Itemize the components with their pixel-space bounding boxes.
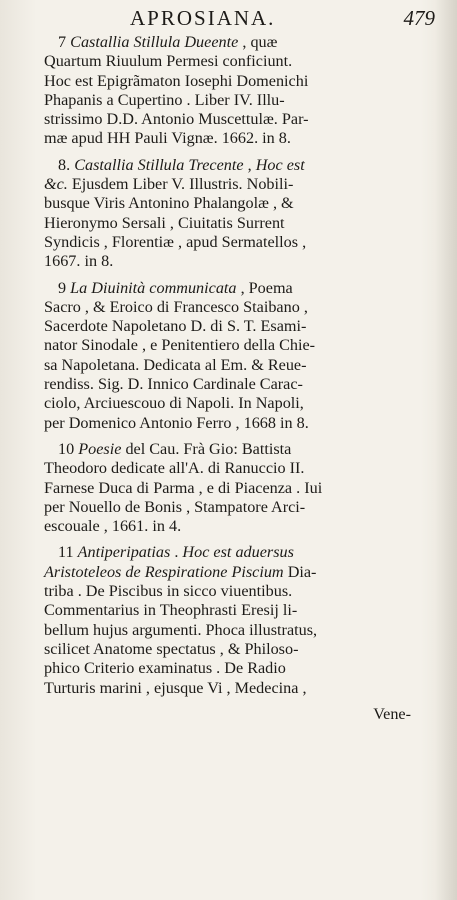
italic-text: Hoc est xyxy=(255,155,305,174)
text-line xyxy=(44,175,445,194)
text-line xyxy=(44,317,445,336)
text-line xyxy=(44,356,445,375)
roman-text: . xyxy=(170,543,183,562)
text-line xyxy=(44,563,445,582)
text-line xyxy=(44,479,445,498)
italic-text: Aristoteleos de Respiratione Piscium xyxy=(44,562,284,581)
roman-text: mæ apud HH Pauli Vignæ. 1662. in 8. xyxy=(44,129,291,148)
roman-text: rendiss. Sig. D. Innico Cardinale Carac- xyxy=(44,375,303,394)
roman-text: scilicet Anatome spectatus , & Philoso- xyxy=(44,639,299,658)
text-line xyxy=(44,517,445,536)
roman-text: 11 xyxy=(58,543,78,562)
roman-text: Dia- xyxy=(283,562,317,581)
roman-text: 7 xyxy=(58,33,71,51)
roman-text: 9 xyxy=(58,278,71,297)
text-line xyxy=(44,52,445,71)
roman-text: strissimo D.D. Antonio Muscettulæ. Par- xyxy=(44,110,309,129)
roman-text: Sacerdote Napoletano D. di S. T. Esami- xyxy=(44,317,307,336)
text-line xyxy=(44,252,445,271)
text-line xyxy=(44,414,445,433)
text-line xyxy=(44,459,445,478)
roman-text: 10 xyxy=(58,439,79,458)
catchword: Vene- xyxy=(373,704,411,723)
roman-text: Syndicis , Florentiæ , apud Sermatellos , xyxy=(44,232,307,251)
catalog-entry xyxy=(44,33,445,149)
roman-text: escouale , 1661. in 4. xyxy=(44,517,182,536)
text-line xyxy=(44,440,445,459)
catalog-entry xyxy=(44,156,445,272)
roman-text: per Nouello de Bonis , Stampatore Arci- xyxy=(44,497,306,516)
catalog-entry xyxy=(44,279,445,433)
text-line xyxy=(44,72,445,91)
roman-text: Sacro , & Eroico di Francesco Staibano , xyxy=(44,297,308,316)
italic-text: Hoc est aduersus xyxy=(182,543,294,562)
italic-text: La Diuinità communicata xyxy=(70,278,237,297)
roman-text: Hieronymo Sersali , Ciuitatis Surrent xyxy=(44,213,285,232)
page-body xyxy=(44,33,445,724)
roman-text: , xyxy=(243,155,256,174)
text-line xyxy=(44,543,445,562)
text-line xyxy=(44,640,445,659)
catalog-entry xyxy=(44,543,445,697)
italic-text: &c. xyxy=(44,175,68,194)
roman-text: triba . De Piscibus in sicco viuentibus. xyxy=(44,582,293,601)
catalog-entry xyxy=(44,440,445,536)
text-line xyxy=(44,621,445,640)
roman-text: sa Napoletana. Dedicata al Em. & Reue- xyxy=(44,355,307,374)
roman-text: Farnese Duca di Parma , e di Piacenza . Iui xyxy=(44,478,323,497)
roman-text: , quæ xyxy=(238,33,278,51)
running-title: APROSIANA. xyxy=(130,6,276,30)
roman-text: 1667. in 8. xyxy=(44,252,114,271)
roman-text: busque Viris Antonino Phalangolæ , & xyxy=(44,194,294,213)
text-line xyxy=(44,110,445,129)
roman-text: Turturis marini , ejusque Vi , Medecina , xyxy=(44,678,307,697)
page-number: 479 xyxy=(403,6,435,30)
roman-text: Theodoro dedicate all'A. di Ranuccio II. xyxy=(44,459,305,478)
italic-text: Poesie xyxy=(78,439,122,458)
text-line xyxy=(44,498,445,517)
text-line xyxy=(44,129,445,148)
text-line xyxy=(44,375,445,394)
text-line xyxy=(44,33,445,52)
text-line xyxy=(44,679,445,698)
text-line xyxy=(44,336,445,355)
roman-text: ciolo, Arciuescouo di Napoli. In Napoli, xyxy=(44,394,304,413)
italic-text: Castallia Stillula Trecente xyxy=(74,155,244,174)
italic-text: Castallia Stillula Dueente xyxy=(70,33,239,51)
roman-text: Commentarius in Theophrasti Eresij li- xyxy=(44,601,298,620)
roman-text: Hoc est Epigrãmaton Iosephi Domenichi xyxy=(44,71,309,90)
text-line xyxy=(44,601,445,620)
roman-text: , Poema xyxy=(236,278,293,297)
roman-text: phico Criterio examinatus . De Radio xyxy=(44,659,286,678)
text-line xyxy=(44,394,445,413)
italic-text: Antiperipatias xyxy=(77,543,171,562)
text-line xyxy=(44,214,445,233)
roman-text: Ejusdem Liber V. Illustris. Nobili- xyxy=(67,175,294,194)
roman-text: Phapanis a Cupertino . Liber IV. Illu- xyxy=(44,90,285,109)
text-line xyxy=(44,91,445,110)
roman-text: bellum hujus argumenti. Phoca illustratus, xyxy=(44,620,318,639)
text-line xyxy=(44,233,445,252)
roman-text: del Cau. Frà Gio: Battista xyxy=(121,439,292,458)
roman-text: Quartum Riuulum Permesi conficiunt. xyxy=(44,52,293,71)
text-line xyxy=(44,279,445,298)
text-line xyxy=(44,582,445,601)
text-line xyxy=(44,298,445,317)
page-header xyxy=(60,4,443,32)
text-line xyxy=(44,194,445,213)
text-line xyxy=(44,659,445,678)
text-line xyxy=(44,156,445,175)
roman-text: nator Sinodale , e Penitentiero della Chie- xyxy=(44,336,316,355)
roman-text: 8. xyxy=(58,155,75,174)
roman-text: per Domenico Antonio Ferro , 1668 in 8. xyxy=(44,413,309,432)
